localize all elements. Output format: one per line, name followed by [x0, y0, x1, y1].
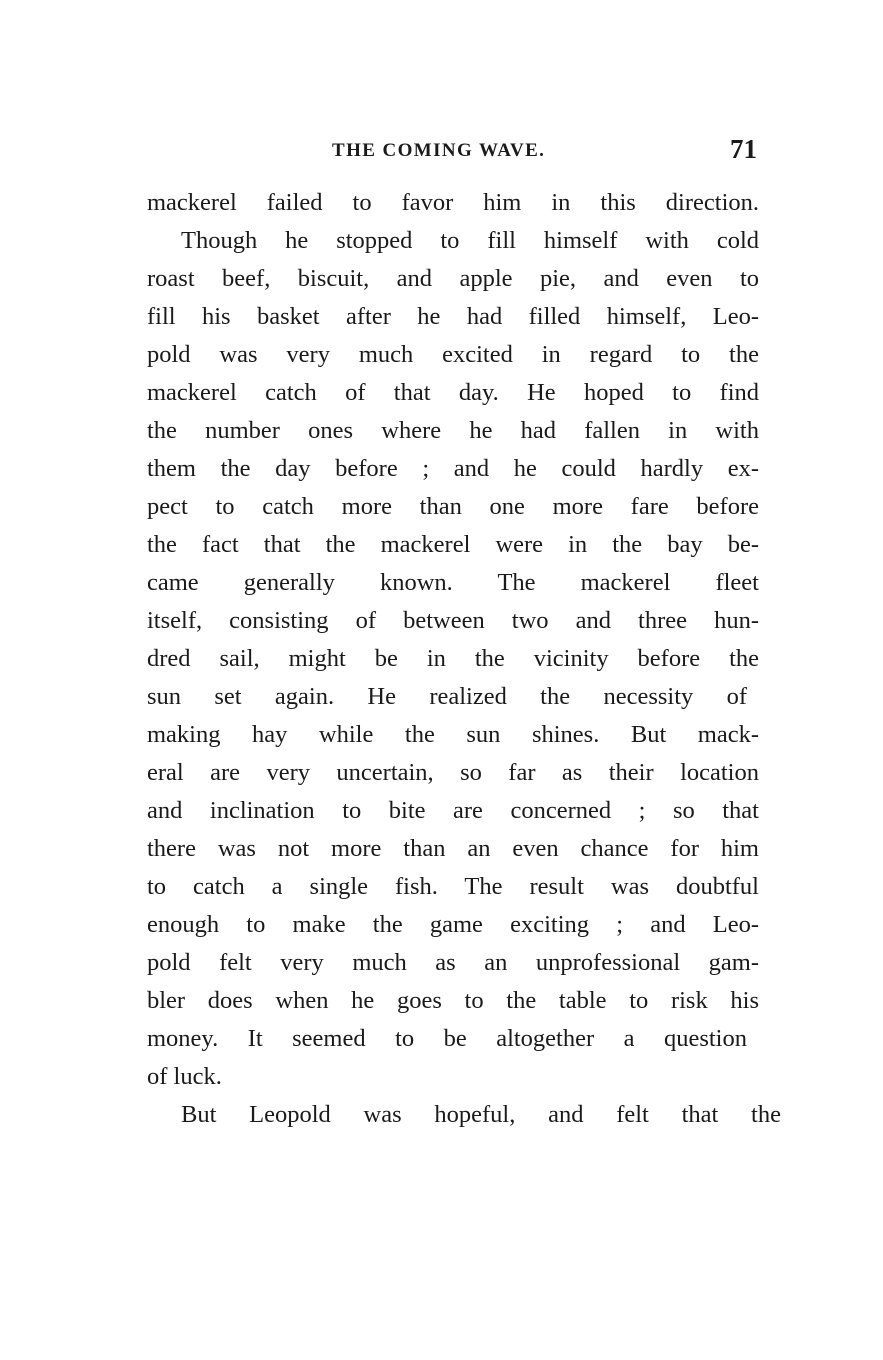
- text-line: mackerel catch of that day. He hoped to find: [147, 379, 759, 406]
- text-line: the fact that the mackerel were in the bay be-: [147, 531, 759, 558]
- text-line: enough to make the game exciting ; and Leo-: [147, 911, 759, 938]
- text-line: dred sail, might be in the vicinity before the: [147, 645, 759, 672]
- text-line: of luck.: [147, 1063, 222, 1090]
- text-line: bler does when he goes to the table to risk his: [147, 987, 759, 1014]
- text-line: came generally known. The mackerel fleet: [147, 569, 759, 596]
- text-line: pold was very much excited in regard to the: [147, 341, 759, 368]
- text-line: them the day before ; and he could hardly ex-: [147, 455, 759, 482]
- text-line: mackerel failed to favor him in this direction.: [147, 189, 759, 216]
- text-line: money. It seemed to be altogether a question: [147, 1025, 747, 1052]
- text-line: sun set again. He realized the necessity of: [147, 683, 747, 710]
- text-line: itself, consisting of between two and three hun-: [147, 607, 759, 634]
- text-line: the number ones where he had fallen in with: [147, 417, 759, 444]
- text-line: making hay while the sun shines. But mack-: [147, 721, 759, 748]
- text-line: there was not more than an even chance for him: [147, 835, 759, 862]
- text-line: fill his basket after he had filled himself, Leo-: [147, 303, 759, 330]
- text-line: pect to catch more than one more fare before: [147, 493, 759, 520]
- body-text: [147, 184, 781, 1134]
- text-line: eral are very uncertain, so far as their location: [147, 759, 759, 786]
- text-line: But Leopold was hopeful, and felt that the: [181, 1101, 781, 1128]
- text-line: Though he stopped to fill himself with cold: [181, 227, 759, 254]
- text-line: to catch a single fish. The result was doubtful: [147, 873, 759, 900]
- text-line: roast beef, biscuit, and apple pie, and even to: [147, 265, 759, 292]
- text-line: pold felt very much as an unprofessional gam-: [147, 949, 759, 976]
- running-title: THE COMING WAVE.: [332, 140, 546, 161]
- running-head: [145, 134, 765, 168]
- page-number: 71: [730, 134, 757, 164]
- text-line: and inclination to bite are concerned ; so that: [147, 797, 759, 824]
